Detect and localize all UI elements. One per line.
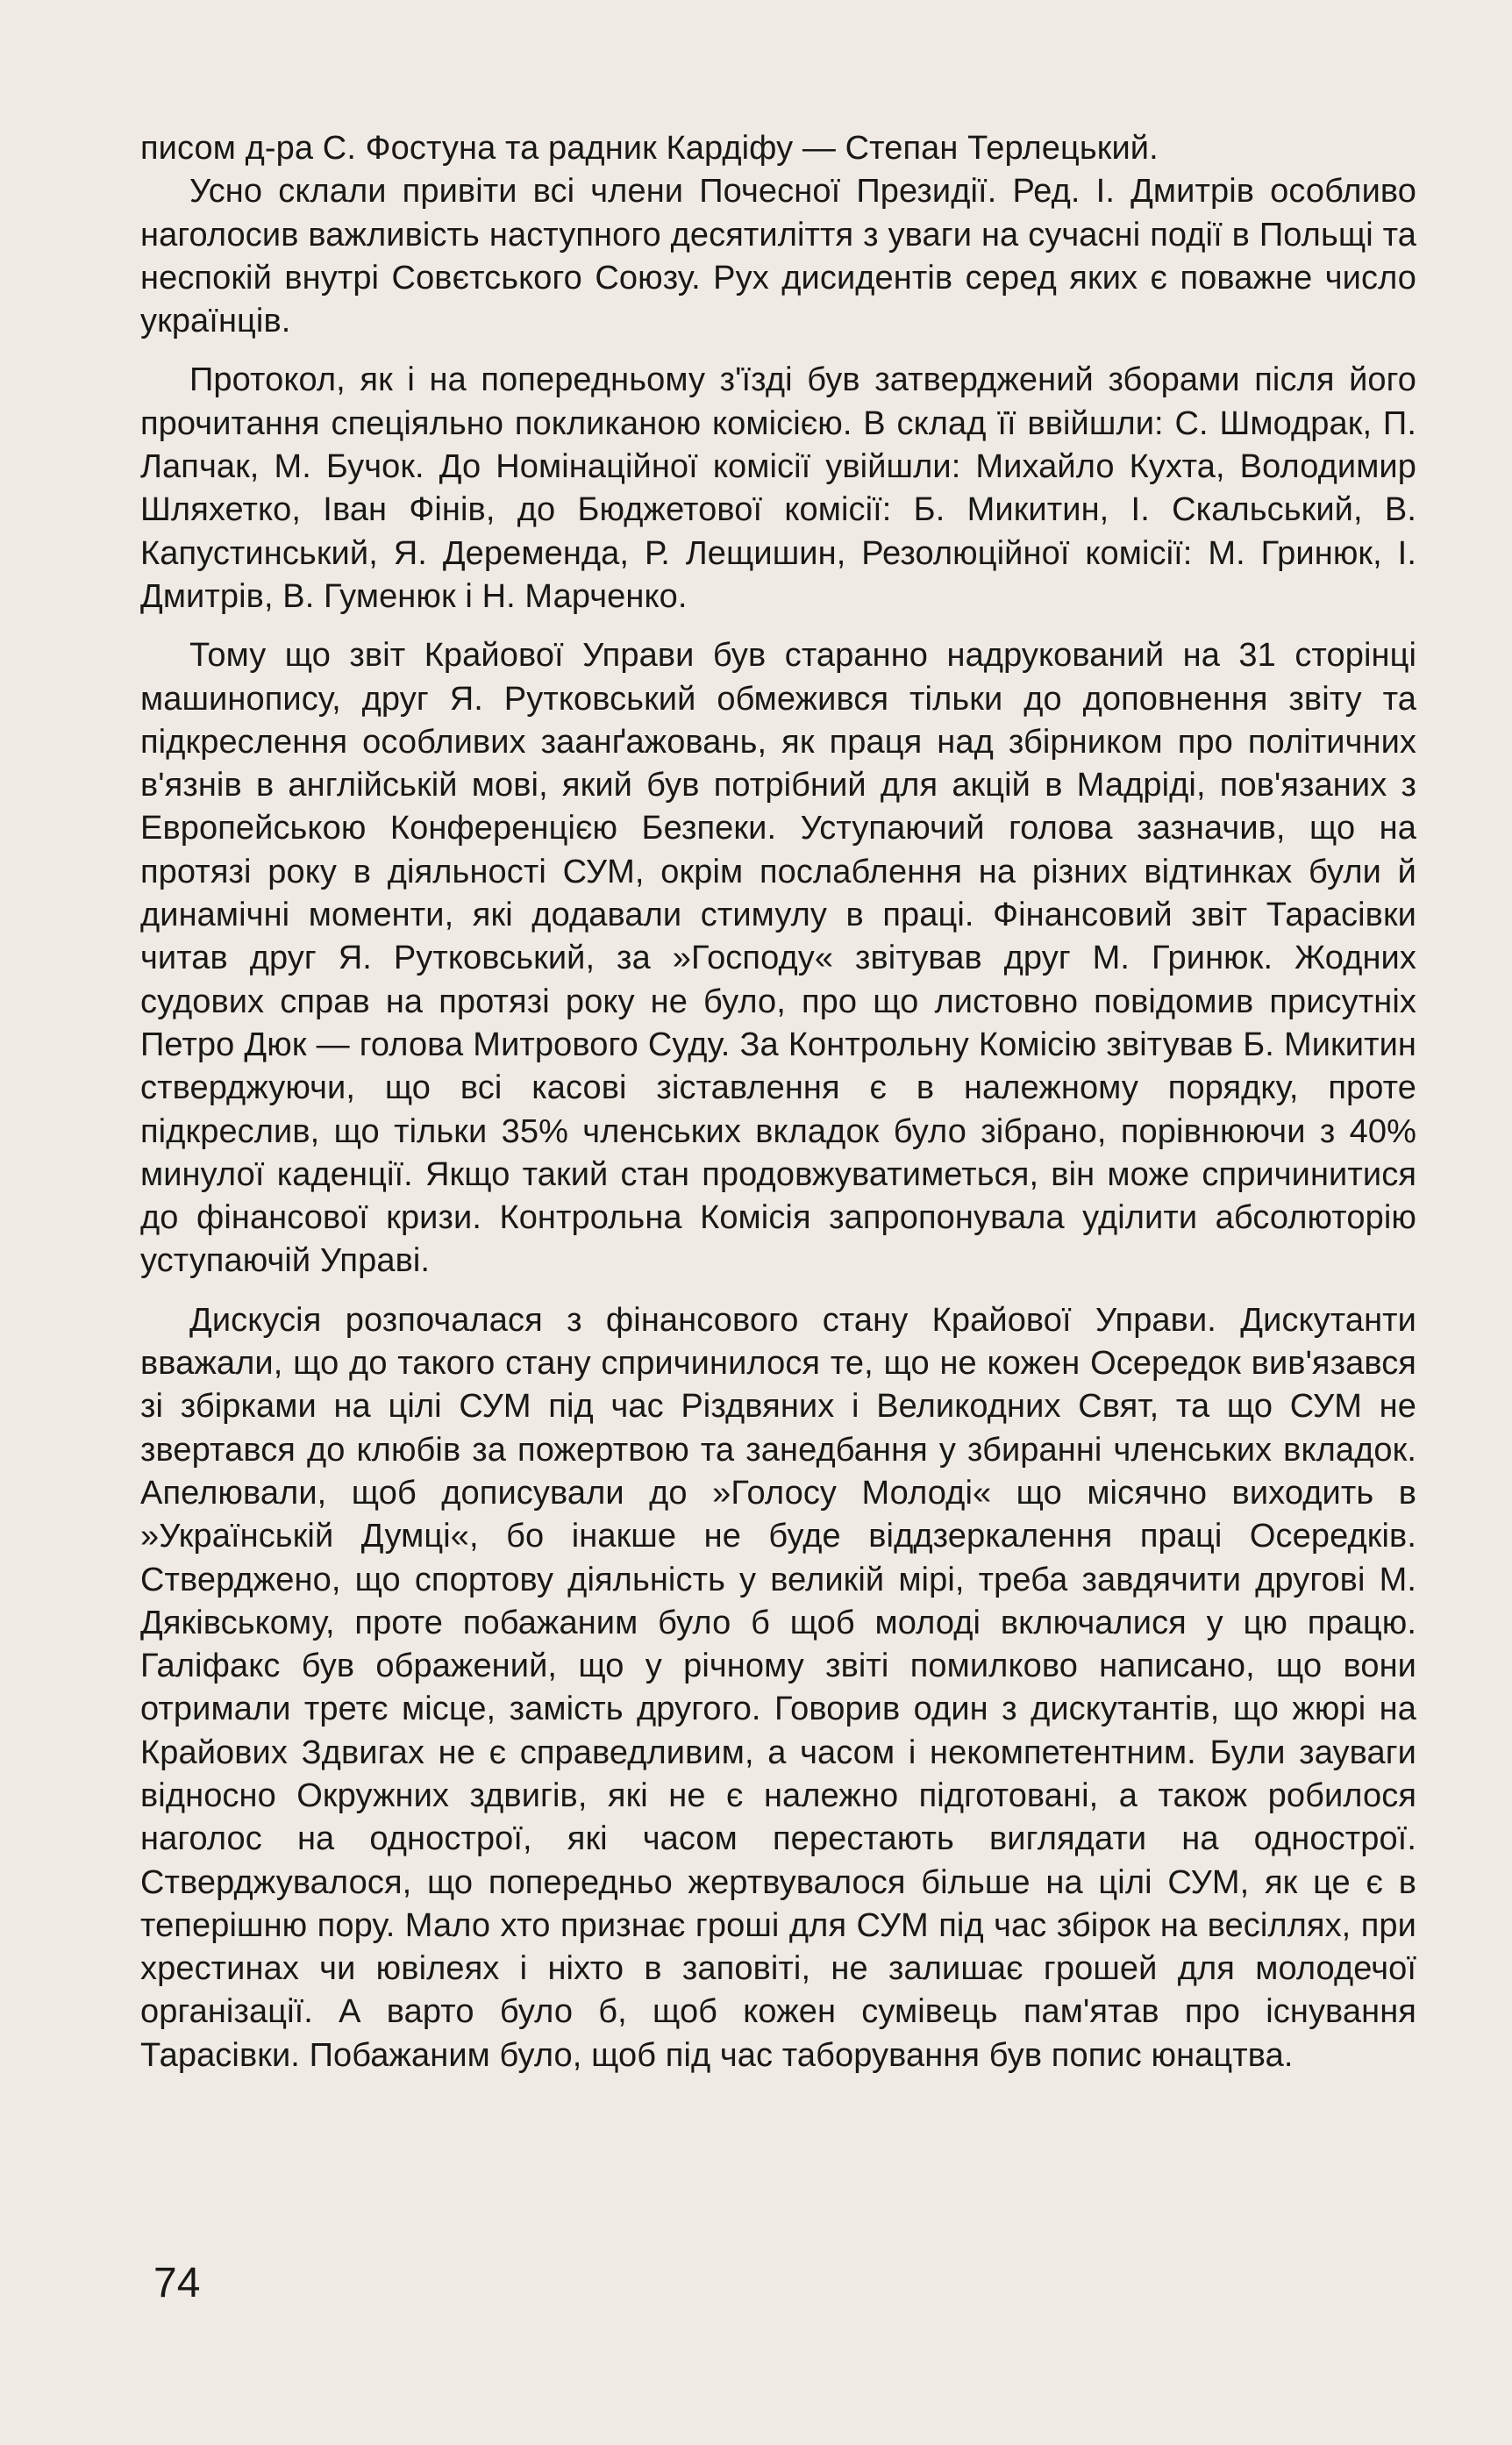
paragraph-1: писом д-ра С. Фостуна та радник Кардіфу — Степан Терлецький.	[140, 130, 1159, 167]
paragraph-2: Усно склали привіти всі члени Почесної Президії. Ред. І. Дмитрів особливо наголосив важливість наступного десятиліття з уваги на сучасні події в Польщі та неспокій внутрі Совєтського Союзу. Рух дисидентів серед яких є поважне число українців.	[140, 173, 1416, 340]
page-number: 74	[153, 2260, 201, 2306]
body-text	[140, 127, 1416, 2077]
paragraph-3: Протокол, як і на попередньому з'їзді був затверджений зборами після його прочитання спеціяльно покликаною комісією. В склад її ввійшли: С. Шмодрак, П. Лапчак, М. Бучок. До Номінаційної комісії увійшли: Михайло Кухта, Володимир Шляхетко, Іван Фінів, до Бюджетової комісії: Б. Микитин, І. Скальський, В. Капустинський, Я. Деременда, Р. Лещишин, Резолюційної комісії: М. Гринюк, І. Дмитрів, В. Гуменюк і Н. Марченко.	[140, 361, 1416, 615]
paragraph-5: Дискусія розпочалася з фінансового стану Крайової Управи. Дискутанти вважали, що до такого стану спричинилося те, що не кожен Осередок вив'язався зі збірками на цілі СУМ під час Різдвяних і Великодних Свят, та що СУМ не звертався до клюбів за пожертвою та занедбання у збиранні членських вкладок. Апелювали, щоб дописували до »Голосу Молоді« що місячно виходить в »Українській Думці«, бо інакше не буде віддзеркалення праці Осередків. Стверджено, що спортову діяльність у великій мірі, треба завдячити другові М. Дяківському, проте побажаним було б щоб молоді включалися у цю працю. Галіфакс був ображений, що у річному звіті помилково написано, що вони отримали третє місце, замість другого. Говорив один з дискутантів, що жюрі на Крайових Здвигах не є справедливим, а часом і некомпетентним. Були зауваги відносно Окружних здвигів, які не є належно підготовані, а також робилося наголос на однострої, які часом перестають виглядати на однострої. Стверджувалося, що попередньо жертвувалося більше на цілі СУМ, як це є в теперішню пору. Мало хто признає гроші для СУМ під час збірок на весіллях, при хрестинах чи ювілеях і ніхто в заповіті, не залишає грошей для молодечої організації. А варто було б, щоб кожен сумівець пам'ятав про існування Тарасівки. Побажаним було, щоб під час таборування був попис юнацтва.	[140, 1301, 1416, 2074]
paragraph-4: Тому що звіт Крайової Управи був старанно надрукований на 31 сторінці машинопису, друг Я. Рутковський обмежився тільки до доповнення звіту та підкреслення особливих заанґажовань, як праця над збірником про політичних в'язнів в англійській мові, який був потрібний для акцій в Мадріді, пов'язаних з Европейською Конференцією Безпеки. Уступаючий голова зазначив, що на протязі року в діяльності СУМ, окрім послаблення на різних відтинках були й динамічні моменти, які додавали стимулу в праці. Фінансовий звіт Тарасівки читав друг Я. Рутковський, за »Господу« звітував друг М. Гринюк. Жодних судових справ на протязі року не було, про що листовно повідомив присутніх Петро Дюк — голова Митрового Суду. За Контрольну Комісію звітував Б. Микитин стверджуючи, що всі касові зіставлення є в належному порядку, проте підкреслив, що тільки 35% членських вкладок було зібрано, порівнюючи з 40% минулої каденції. Якщо такий стан продовжуватиметься, він може спричинитися до фінансової кризи. Контрольна Комісія запропонувала уділити абсолюторію уступаючій Управі.	[140, 637, 1416, 1280]
